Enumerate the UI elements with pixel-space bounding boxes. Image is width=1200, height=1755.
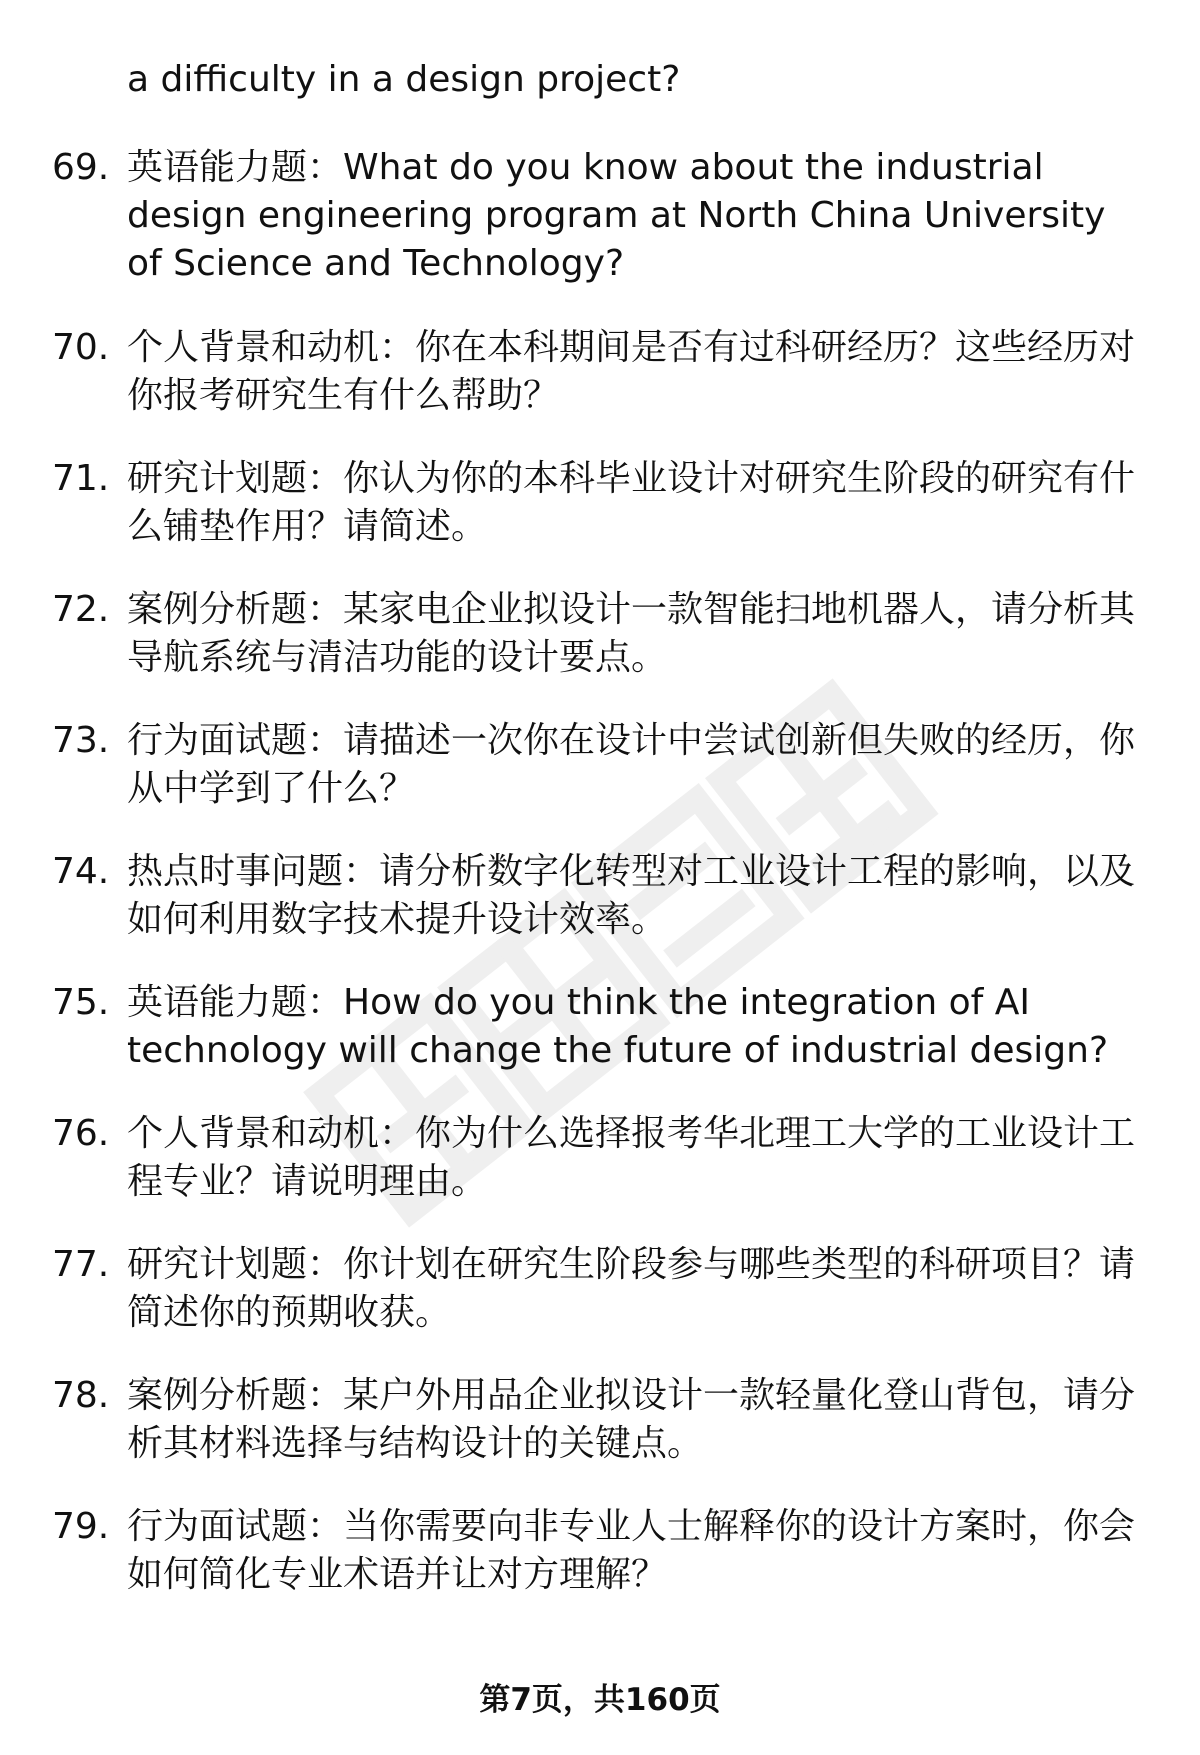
question-list: [0, 144, 1200, 1634]
question-item: [0, 455, 1200, 586]
question-text: 英语能力题：What do you know about the industrial design engineering program at North China University of Science and Technology?: [127, 147, 1106, 284]
question-item: [0, 144, 1200, 324]
question-number: 72.: [52, 589, 110, 630]
question-number: 77.: [52, 1244, 110, 1285]
question-text: 研究计划题：你认为你的本科毕业设计对研究生阶段的研究有什么铺垫作用？请简述。: [127, 458, 1136, 547]
question-number: 73.: [52, 720, 110, 761]
question-item: [0, 848, 1200, 979]
question-item: [0, 324, 1200, 455]
question-number: 78.: [52, 1375, 110, 1416]
question-text: 英语能力题：How do you think the integration of AI technology will change the future of industrial design?: [127, 982, 1109, 1071]
question-text: 个人背景和动机：你在本科期间是否有过科研经历？这些经历对你报考研究生有什么帮助？: [127, 327, 1136, 416]
question-item: [0, 1372, 1200, 1503]
question-text: 案例分析题：某家电企业拟设计一款智能扫地机器人，请分析其导航系统与清洁功能的设计要点。: [127, 589, 1136, 678]
question-item: [0, 717, 1200, 848]
question-number: 76.: [52, 1113, 110, 1154]
question-text: 行为面试题：当你需要向非专业人士解释你的设计方案时，你会如何简化专业术语并让对方理解？: [127, 1506, 1136, 1595]
question-item: [0, 1503, 1200, 1634]
question-number: 79.: [52, 1506, 110, 1547]
question-text: 热点时事问题：请分析数字化转型对工业设计工程的影响，以及如何利用数字技术提升设计效率。: [127, 851, 1136, 940]
question-text: 行为面试题：请描述一次你在设计中尝试创新但失败的经历，你从中学到了什么？: [127, 720, 1136, 809]
page-footer: 第7页，共160页: [479, 1682, 721, 1718]
question-text: 个人背景和动机：你为什么选择报考华北理工大学的工业设计工程专业？请说明理由。: [127, 1113, 1136, 1202]
question-text: 案例分析题：某户外用品企业拟设计一款轻量化登山背包，请分析其材料选择与结构设计的关键点。: [127, 1375, 1136, 1464]
question-number: 74.: [52, 851, 110, 892]
question-number: 75.: [52, 982, 110, 1023]
question-item: [0, 979, 1200, 1110]
question-item: [0, 586, 1200, 717]
question-text: 研究计划题：你计划在研究生阶段参与哪些类型的科研项目？请简述你的预期收获。: [127, 1244, 1136, 1333]
question-item: [0, 1241, 1200, 1372]
question-number: 70.: [52, 327, 110, 368]
question-number: 71.: [52, 458, 110, 499]
question-item: [0, 1110, 1200, 1241]
question-number: 69.: [52, 147, 110, 188]
continuation-text: a difficulty in a design project?: [127, 59, 681, 100]
